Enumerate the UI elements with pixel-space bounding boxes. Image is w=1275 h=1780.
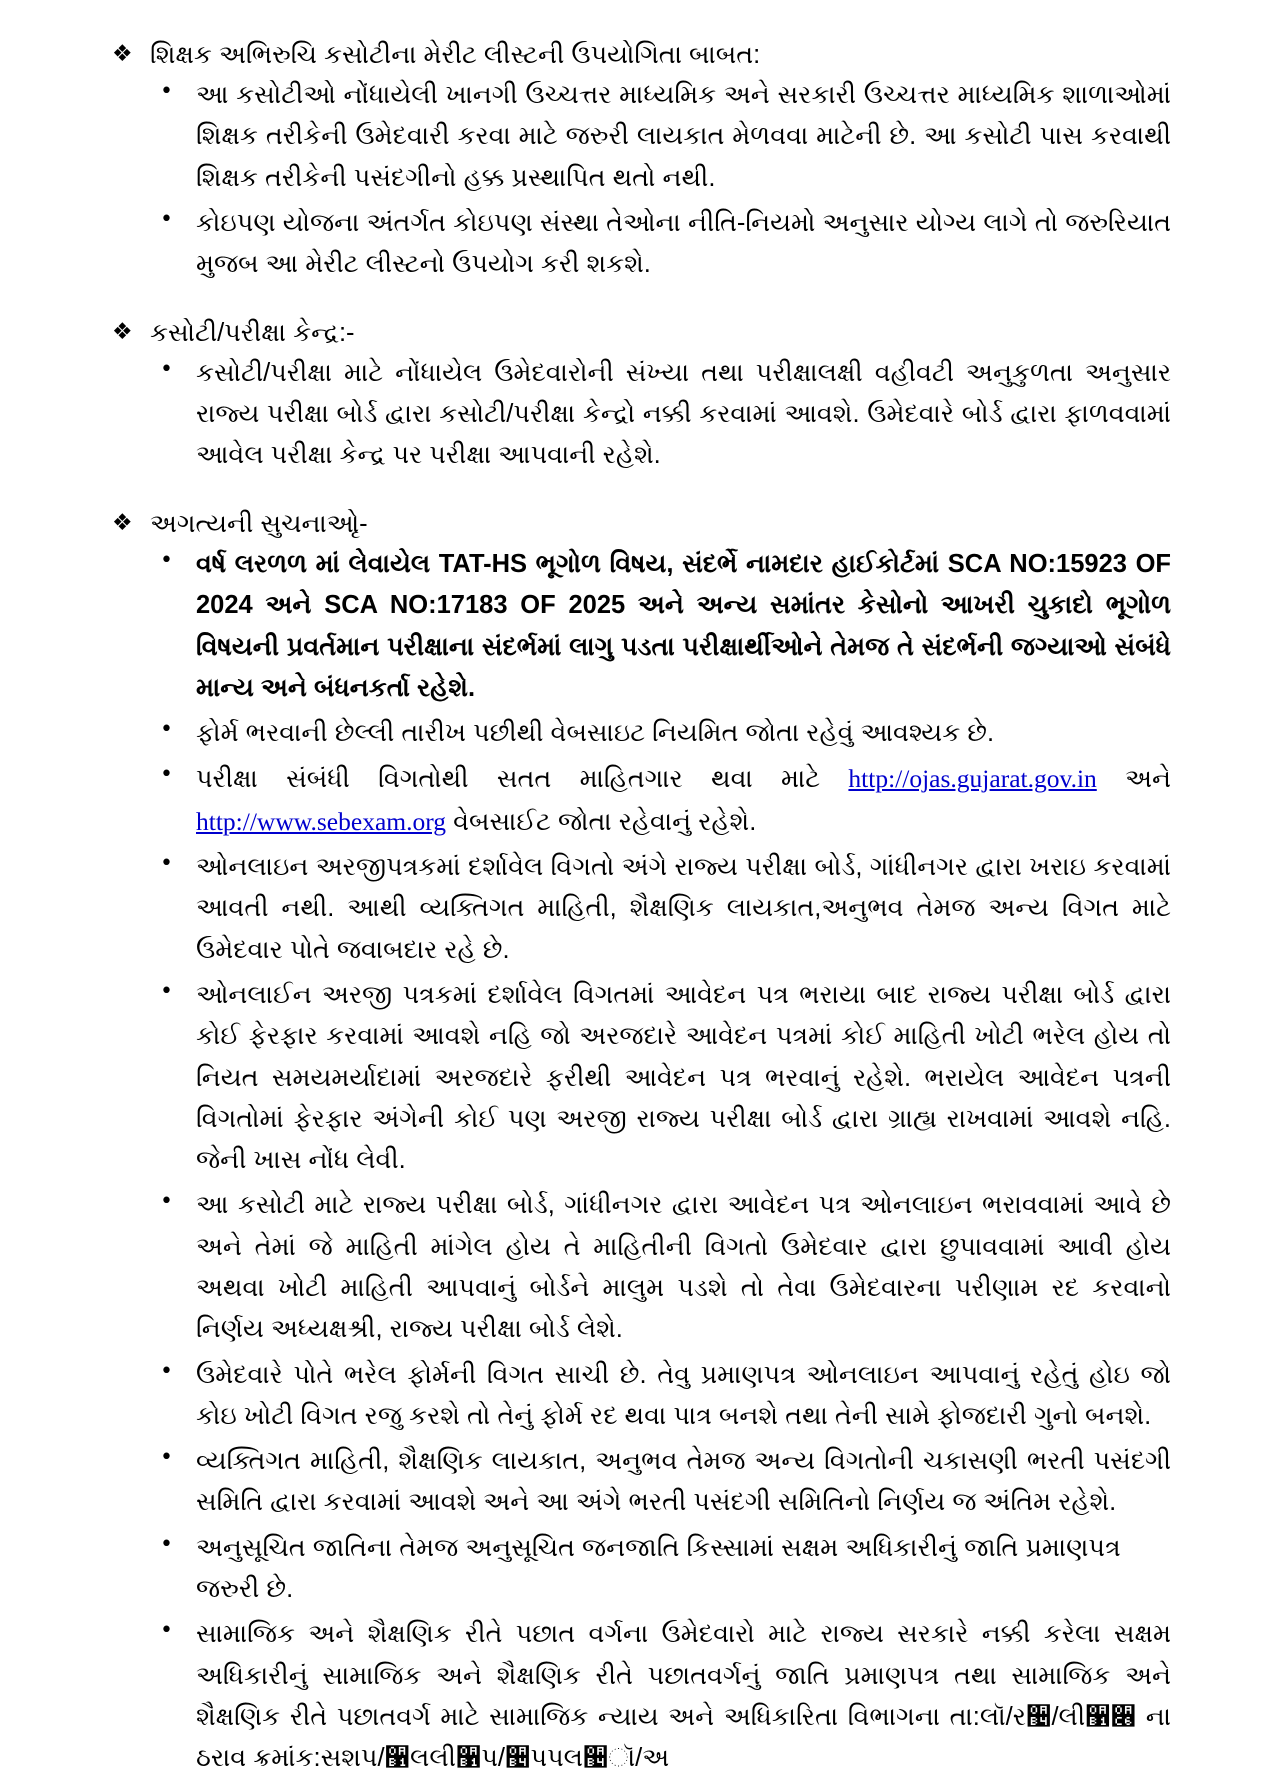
list-item-text: ઓનલાઇન અરજીપત્રકમાં દર્શાવેલ વિગતો અંગે રાજ્ય પરીક્ષા બોર્ડ, ગાંધીનગર દ્વારા ખરાઇ કરવામાં આવતી નથી. આથી વ્યક્તિગત માહિતી, શૈક્ષણિક લાયકાત,અનુભવ તેમજ અન્ય વિગત માટે ઉમેદવાર પોતે જવાબદાર રહે છે.: [196, 853, 1171, 964]
spacer: [112, 485, 1171, 507]
list-item: [112, 1441, 1171, 1524]
list-item-text: અનુસૂચિત જાતિના તેમજ અનુસૂચિત જનજાતિ કિસ્સામાં સક્ષમ અધિકારીનું જાતિ પ્રમાણપત્ર જરુરી છે.: [196, 1533, 1121, 1604]
list-item-text: વ્યક્તિગત માહિતી, શૈક્ષણિક લાયકાત, અનુભવ તેમજ અન્ય વિગતોની ચકાસણી ભરતી પસંદગી સમિતિ દ્વારા કરવામાં આવશે અને આ અંગે ભરતી પસંદગી સમિતિનો નિર્ણય જ અંતિમ રહેશે.: [196, 1447, 1171, 1517]
bullet-list: [112, 544, 1171, 1780]
list-item: [112, 353, 1171, 477]
section-title: કસોટી/પરીક્ષા કેન્દ્ર:-: [150, 318, 355, 347]
link-item-middle: અને: [1096, 765, 1171, 794]
section-title: અગત્યની સુચનાઓૃ-: [150, 509, 368, 538]
link-item-suffix: વેબસાઈટ જોતા રહેવાનું રહેશે.: [446, 807, 757, 836]
round-bullet-icon: •: [160, 207, 173, 233]
list-item: [112, 1614, 1171, 1779]
list-item: [112, 544, 1171, 709]
round-bullet-icon: •: [160, 1531, 173, 1557]
round-bullet-icon: •: [160, 1618, 173, 1644]
list-item: [112, 75, 1171, 199]
round-bullet-icon: •: [160, 1358, 173, 1384]
list-item-text: ફોર્મ ભરવાની છેલ્લી તારીખ પછીથી વેબસાઇટ નિયમિત જોતા રહેવું આવશ્યક છે.: [196, 719, 995, 748]
list-item-text: આ કસોટી માટે રાજ્ય પરીક્ષા બોર્ડ, ગાંધીનગર દ્વારા આવેદન પત્ર ઓનલાઇન ભરાવવામાં આવે છે અને તેમાં જે માહિતી માંગેલ હોય તે માહિતીની વિગતો ઉમેદવાર દ્વારા છુપાવવામાં આવી હોય અથવા ખોટી માહિતી આપવાનું બોર્ડને માલુમ પડશે તો તેવા ઉમેદવારના પરીણામ રદ કરવાનો નિર્ણય અધ્યક્ષશ્રી, રાજ્ય પરીક્ષા બોર્ડ લેશે.: [196, 1191, 1171, 1344]
bullet-list: [112, 353, 1171, 477]
list-item: [112, 975, 1171, 1181]
list-item-text: કસોટી/પરીક્ષા માટે નોંધાયેલ ઉમેદવારોની સંખ્યા તથા પરીક્ષાલક્ષી વહીવટી અનુકુળતા અનુસાર રાજ્ય પરીક્ષા બોર્ડ દ્વારા કસોટી/પરીક્ષા કેન્દ્રો નક્કી કરવામાં આવશે. ઉમેદવારે બોર્ડ દ્વારા ફાળવવામાં આવેલ પરીક્ષા કેન્દ્ર પર પરીક્ષા આપવાની રહેશે.: [196, 358, 1171, 470]
round-bullet-icon: •: [160, 717, 173, 743]
round-bullet-icon: •: [160, 356, 173, 382]
section-title: શિક્ષક અભિરુચિ કસોટીના મેરીટ લીસ્ટની ઉપયોગિતા બાબત:: [150, 41, 761, 69]
list-item: [112, 1528, 1171, 1611]
round-bullet-icon: •: [160, 547, 173, 573]
section-heading: [112, 316, 1171, 351]
diamond-bullet-icon: ❖: [112, 41, 133, 67]
round-bullet-icon: •: [160, 851, 173, 877]
section-heading: [112, 507, 1171, 542]
section-merit-list-usefulness: [112, 38, 1171, 286]
section-important-instructions: [112, 507, 1171, 1780]
link-item-prefix: પરીક્ષા સંબંધી વિગતોથી સતત માહિતગાર થવા માટે: [196, 765, 849, 794]
round-bullet-icon: •: [160, 79, 173, 105]
list-item-text: ઉમેદવારે પોતે ભરેલ ફોર્મની વિગત સાચી છે. તેવુ પ્રમાણપત્ર ઓનલાઇન આપવાનું રહેતું હોઇ જો કોઇ ખોટી વિગત રજુ કરશે તો તેનું ફોર્મ રદ થવા પાત્ર બનશે તથા તેની સામે ફોજદારી ગુનો બનશે.: [196, 1360, 1171, 1430]
bullet-list: [112, 75, 1171, 285]
list-item-text: કોઇપણ યોજના અંતર્ગત કોઇપણ સંસ્થા તેઓના નીતિ-નિયમો અનુસાર યોગ્ય લાગે તો જરુરિયાત મુજબ આ મેરીટ લીસ્ટનો ઉપયોગ કરી શકશે.: [196, 209, 1171, 279]
list-item-text: વર્ષ લરળળ માં લેવાયેલ TAT-HS ભૂગોળ વિષય, સંદર્ભે નામદાર હાઈકોર્ટમાં SCA NO:15923 OF 2024 અને SCA NO:17183 OF 2025 અને અન્ય સમાંતર કેસોનો આખરી ચુકાદો ભૂગોળ વિષયની પ્રવર્તમાન પરીક્ષાના સંદર્ભમાં લાગુ પડતા પરીક્ષાર્થીઓને તેમજ તે સંદર્ભની જગ્યાઓ સંબંધે માન્ય અને બંધનકર્તા રહેશે.: [196, 549, 1171, 702]
round-bullet-icon: •: [160, 762, 173, 788]
list-item-text: સામાજિક અને શૈક્ષણિક રીતે પછાત વર્ગના ઉમેદવારો માટે રાજ્ય સરકારે નક્કી કરેલા સક્ષમ અધિકારીનું સામાજિક અને શૈક્ષણિક રીતે પછાતવર્ગનું જાતિ પ્રમાણપત્ર તથા સામાજિક અને શૈક્ષણિક રીતે પછાતવર્ગ માટે સામાજિક ન્યાય અને અધિકારિતા વિભાગના તા:લૉ/ર઴/લી઱૆ ના ઠરાવ ક્રમાંક:સશપ/઱લલી઱પ/઴પપલ઴ૉ/અ: [196, 1620, 1171, 1773]
list-item: [112, 1355, 1171, 1438]
sebexam-website-link[interactable]: http://www.sebexam.org: [196, 806, 447, 836]
list-item-with-links: [112, 758, 1171, 843]
spacer: [112, 294, 1171, 316]
diamond-bullet-icon: ❖: [112, 318, 133, 345]
list-item: [112, 713, 1171, 754]
list-item-text: આ કસોટીઓ નોંધાયેલી ખાનગી ઉચ્ચત્તર માધ્યમિક અને સરકારી ઉચ્ચત્તર માધ્યમિક શાળાઓમાં શિક્ષક તરીકેની ઉમેદવારી કરવા માટે જરુરી લાયકાત મેળવવા માટેની છે. આ કસોટી પાસ કરવાથી શિક્ષક તરીકેની પસંદગીનો હક્ક પ્રસ્થાપિત થતો નથી.: [196, 81, 1171, 192]
round-bullet-icon: •: [160, 978, 173, 1004]
list-item: [112, 847, 1171, 971]
list-item-text: [196, 758, 1171, 843]
section-exam-centre: [112, 316, 1171, 477]
ojas-website-link[interactable]: http://ojas.gujarat.gov.in: [848, 764, 1097, 794]
list-item: [112, 203, 1171, 286]
list-item: [112, 1185, 1171, 1350]
list-item-text: ઓનલાઈન અરજી પત્રકમાં દર્શાવેલ વિગતમાં આવેદન પત્ર ભરાયા બાદ રાજ્ય પરીક્ષા બોર્ડ દ્વારા કોઈ ફેરફાર કરવામાં આવશે નહિ જો અરજદારે આવેદન પત્રમાં કોઈ માહિતી ખોટી ભરેલ હોય તો નિયત સમયમર્યાદામાં અરજદારે ફરીથી આવેદન પત્ર ભરવાનું રહેશે. ભરાયેલ આવેદન પત્રની વિગતોમાં ફેરફાર અંગેની કોઈ પણ અરજી રાજ્ય પરીક્ષા બોર્ડ દ્વારા ગ્રાહ્ય રાખવામાં આવશે નહિ. જેની ખાસ નોંધ લેવી.: [196, 980, 1171, 1175]
round-bullet-icon: •: [160, 1189, 173, 1215]
round-bullet-icon: •: [160, 1445, 173, 1471]
diamond-bullet-icon: ❖: [112, 509, 133, 536]
section-heading: [112, 38, 1171, 73]
